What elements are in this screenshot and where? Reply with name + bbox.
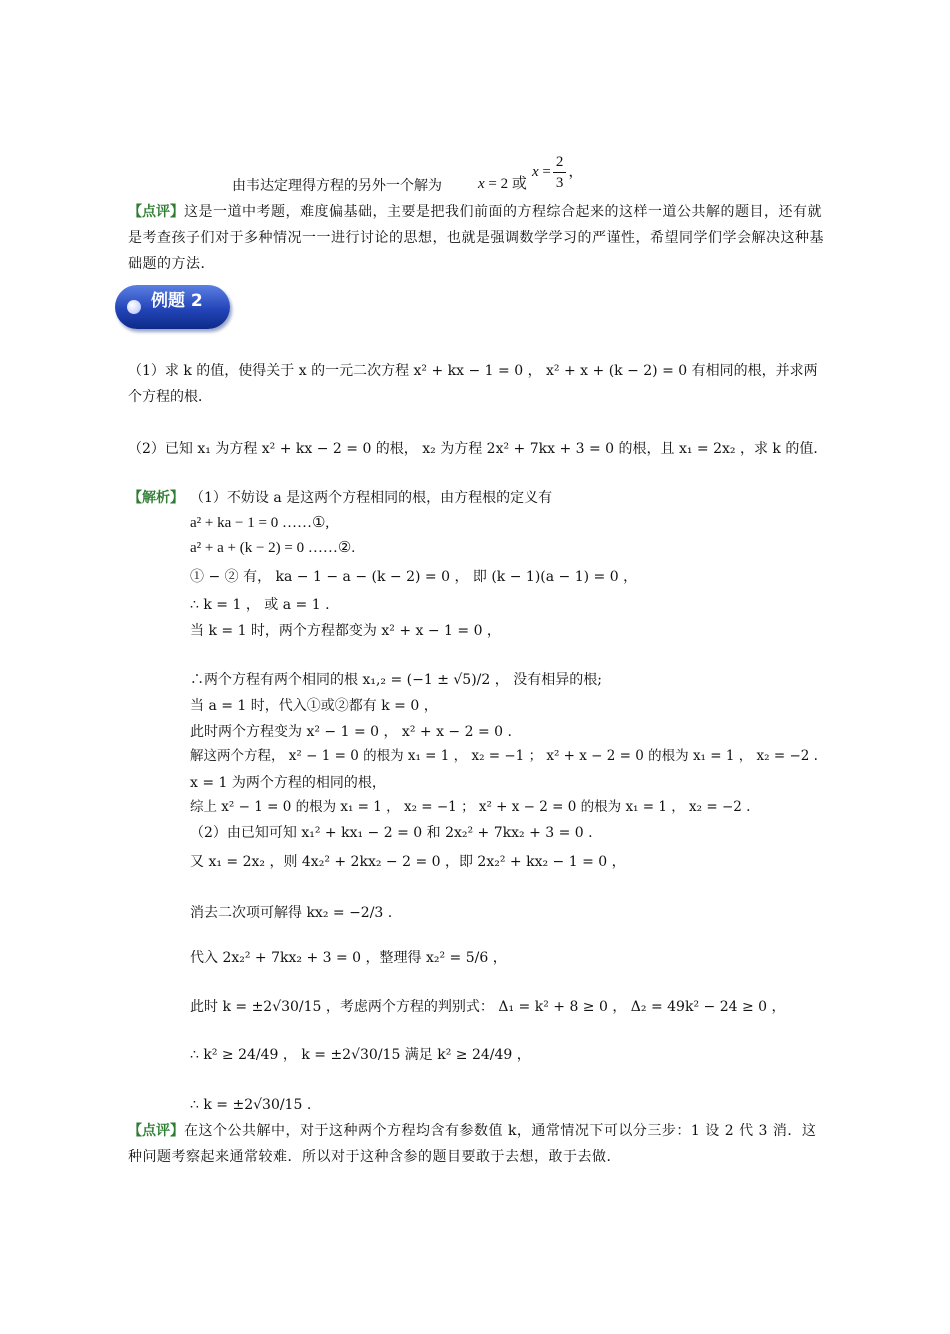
solution-line-14: 消去二次项可解得 kx₂ = −2/3 . bbox=[190, 905, 393, 921]
vieta-line bbox=[232, 176, 442, 196]
bullet-icon bbox=[127, 300, 141, 314]
solution-line-18: ∴ k = ±2√30/15 . bbox=[190, 1097, 312, 1113]
vieta-math-2: x = $\frac{2}{3}$ ， bbox=[532, 154, 584, 191]
solution-line-7: 当 a = 1 时，代入①或②都有 k = 0 ， bbox=[190, 698, 438, 714]
problem-2-text: （2）已知 x₁ 为方程 x² + kx − 2 = 0 的根， x₂ 为方程 2x² + 7kx + 3 = 0 的根，且 x₁ = 2x₂ ，求 k 的值． bbox=[128, 441, 828, 457]
comment-tag: 【点评】 bbox=[128, 204, 184, 220]
comment-1 bbox=[128, 199, 828, 277]
solution-line-12: （2）由已知可知 x₁² + kx₁ − 2 = 0 和 2x₂² + 7kx₂ + 3 = 0 . bbox=[190, 825, 593, 841]
problem-2 bbox=[128, 436, 828, 462]
example-banner bbox=[115, 285, 230, 329]
solution-line-2: a² + a + (k − 2) = 0 ……②. bbox=[190, 540, 356, 556]
solution-line-1: a² + ka − 1 = 0 ……①, bbox=[190, 515, 330, 531]
solution-line-6: ∴两个方程有两个相同的根 x₁,₂ = (−1 ± √5)/2 ， 没有相异的根; bbox=[190, 672, 602, 688]
solution-line-3: ① − ② 有， ka − 1 − a − (k − 2) = 0 ， 即 (k − 1)(a − 1) = 0 ， bbox=[190, 569, 638, 585]
comment-2-text: 在这个公共解中，对于这种两个方程均含有参数值 k，通常情况下可以分三步：1 设 2 代 3 消．这种问题考察起来通常较难．所以对于这种含参的题目要敢于去想，敢于去做． bbox=[128, 1123, 817, 1165]
solution-tag: 【解析】 bbox=[128, 490, 184, 506]
solution-line-0: （1）不妨设 a 是这两个方程相同的根，由方程根的定义有 bbox=[190, 490, 553, 506]
problem-1 bbox=[128, 358, 828, 410]
vieta-math-1: x = 2 或 bbox=[478, 176, 527, 192]
solution-line-15: 代入 2x₂² + 7kx₂ + 3 = 0 ，整理得 x₂² = 5/6 ， bbox=[190, 950, 507, 966]
solution-line-13: 又 x₁ = 2x₂ ，则 4x₂² + 2kx₂ − 2 = 0 ，即 2x₂² + kx₂ − 1 = 0 ， bbox=[190, 854, 626, 870]
solution-line-4: ∴ k = 1 ， 或 a = 1 . bbox=[190, 597, 330, 613]
solution-line-10: x = 1 为两个方程的相同的根， bbox=[190, 775, 386, 791]
solution-line-11: 综上 x² − 1 = 0 的根为 x₁ = 1 ， x₂ = −1 ； x² + x − 2 = 0 的根为 x₁ = 1 ， x₂ = −2 . bbox=[190, 799, 751, 815]
vieta-text: 由韦达定理得方程的另外一个解为 bbox=[232, 178, 442, 194]
solution-line-9: 解这两个方程， x² − 1 = 0 的根为 x₁ = 1 ， x₂ = −1 ； x² + x − 2 = 0 的根为 x₁ = 1 ， x₂ = −2 . bbox=[190, 748, 818, 764]
comment-2 bbox=[128, 1118, 828, 1170]
comment-2-tag: 【点评】 bbox=[128, 1123, 184, 1139]
solution-line-8: 此时两个方程变为 x² − 1 = 0 ， x² + x − 2 = 0 . bbox=[190, 724, 512, 740]
comment-text: 这是一道中考题，难度偏基础，主要是把我们前面的方程综合起来的这样一道公共解的题目，还有就是考查孩子们对于多种情况一一进行讨论的思想，也就是强调数学学习的严谨性，希望同学们学会解决这种基础题的方法． bbox=[128, 204, 824, 272]
solution-line-5: 当 k = 1 时，两个方程都变为 x² + x − 1 = 0 ， bbox=[190, 623, 501, 639]
solution-line-17: ∴ k² ≥ 24/49 ， k = ±2√30/15 满足 k² ≥ 24/49 ， bbox=[190, 1047, 531, 1063]
problem-1-text: （1）求 k 的值，使得关于 x 的一元二次方程 x² + kx − 1 = 0 ， x² + x + (k − 2) = 0 有相同的根，并求两个方程的根． bbox=[128, 363, 818, 405]
solution-line-16: 此时 k = ±2√30/15 ，考虑两个方程的判别式： Δ₁ = k² + 8 ≥ 0 ， Δ₂ = 49k² − 24 ≥ 0 ， bbox=[190, 999, 786, 1015]
example-label: 例题 2 bbox=[151, 291, 203, 311]
